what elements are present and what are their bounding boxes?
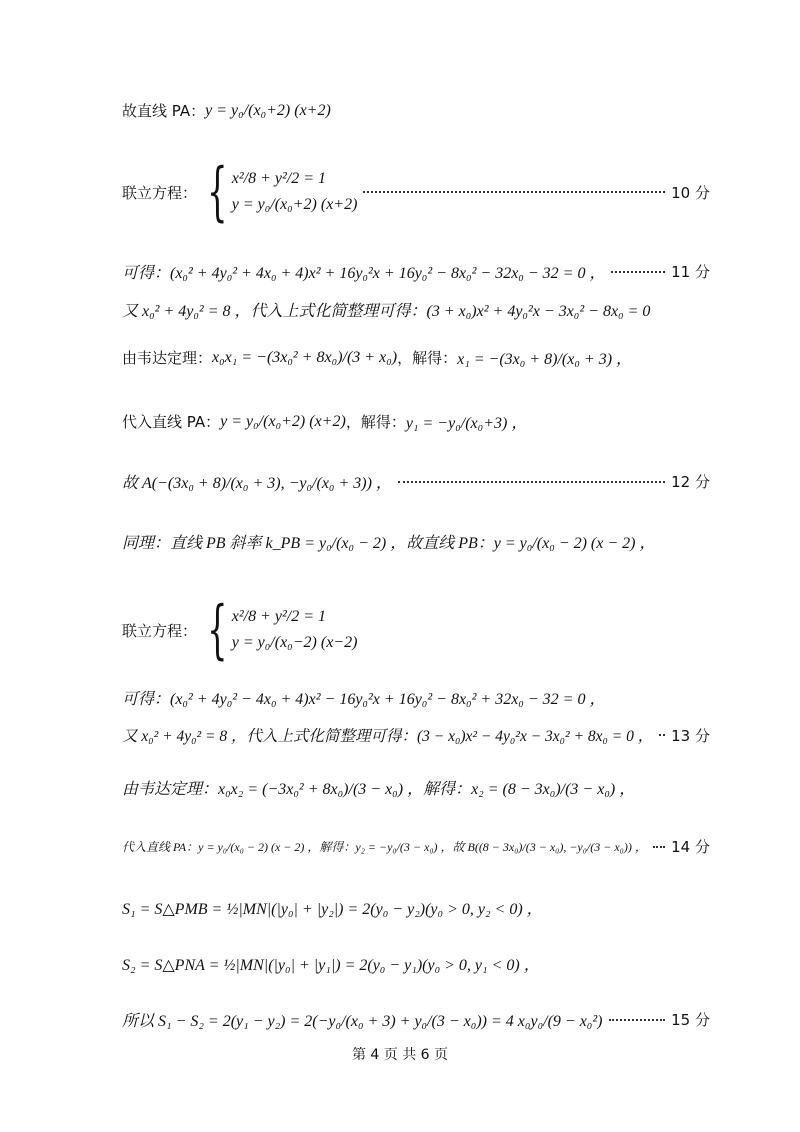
math-expression: 又 x₀² + 4y₀² = 8 ，代入上式化简整理可得：(3 − x₀)x² − 4y₀²x − 3x₀² + 8x₀ = 0 ， xyxy=(122,728,654,745)
line-label: 联立方程： xyxy=(122,621,198,640)
dot-leader xyxy=(363,191,665,193)
point-a xyxy=(122,470,710,493)
equation-system xyxy=(197,155,358,229)
dot-leader xyxy=(398,481,665,483)
dot-leader xyxy=(653,846,665,848)
line-label: 代入直线 PA： xyxy=(122,413,221,431)
line-pa-equation xyxy=(122,100,710,121)
math-expression: 又 x₀² + 4y₀² = 8 ，代入上式化简整理可得：(3 + x₀)x² + 4y₀²x − 3x₀² − 8x₀ = 0 xyxy=(122,303,651,320)
substitute-pa xyxy=(122,410,710,433)
area-s2 xyxy=(122,952,710,975)
math-expression: y = y₀/(x₀+2) (x+2) xyxy=(220,412,346,430)
math-expression: S₂ = S△PNA = ½|MN|(|y₀| + |y₁|) = 2(y₀ − y₁)(y₀ > 0, y₁ < 0) ， xyxy=(122,957,540,974)
math-expression: 故 A(−(3x₀ + 8)/(x₀ + 3), −y₀/(x₀ + 3)) ， xyxy=(122,475,392,492)
left-brace-icon: { xyxy=(207,155,228,229)
math-expression: 同理：直线 PB 斜率 k_PB = y₀/(x₀ − 2) ，故直线 PB：y = y₀/(x₀ − 2) (x − 2) ， xyxy=(122,535,656,552)
expanded-equation-a xyxy=(122,260,710,283)
line-pb-equation xyxy=(122,530,710,553)
connector-text: ，解得： xyxy=(345,413,406,431)
ellipse-equation: x²/8 + y²/2 = 1 xyxy=(231,170,327,187)
math-expression: 可得：(x₀² + 4y₀² + 4x₀ + 4)x² + 16y₀²x + 16y₀² − 8x₀² − 32x₀ − 32 = 0 ， xyxy=(122,265,606,282)
score-label: 15 分 xyxy=(671,1011,710,1029)
left-brace-icon: { xyxy=(207,593,228,667)
system-equations-a xyxy=(122,155,710,229)
score-label: 12 分 xyxy=(671,473,710,491)
ellipse-equation: x²/8 + y²/2 = 1 xyxy=(231,608,327,625)
simplified-equation-b xyxy=(122,724,710,746)
math-expression: 所以 S₁ − S₂ = 2(y₁ − y₂) = 2(−y₀/(x₀ + 3) + y₀/(3 − x₀)) = 4 x₀y₀/(9 − x₀²) xyxy=(122,1013,603,1030)
score-label: 13 分 xyxy=(671,726,710,745)
score-label: 14 分 xyxy=(671,838,710,856)
dot-leader xyxy=(611,271,665,273)
math-expression: S₁ = S△PMB = ½|MN|(|y₀| + |y₂|) = 2(y₀ − y₂)(y₀ > 0, y₂ < 0) ， xyxy=(122,901,543,918)
math-expression: x₀x₁ = −(3x₀² + 8x₀)/(3 + x₀) xyxy=(212,348,398,366)
dot-leader xyxy=(609,1019,666,1021)
line-equation: y = y₀/(x₀−2) (x−2) xyxy=(231,634,358,651)
system-equations-b xyxy=(122,593,710,667)
math-expression: 代入直线 PA：y = y₀/(x₀ − 2) (x − 2) ，解得：y₂ = −y₀/(3 − x₀) ，故 B((8 − 3x₀)/(3 − x₀), −y₀/(3 − x₀)) ， xyxy=(122,840,647,854)
line-label: 故直线 PA： xyxy=(122,102,206,120)
math-expression: 由韦达定理：x₀x₂ = (−3x₀² + 8x₀)/(3 − x₀) ，解得：x₂ = (8 − 3x₀)/(3 − x₀) ， xyxy=(122,781,636,798)
score-label: 11 分 xyxy=(671,263,710,281)
score-label: 10 分 xyxy=(671,183,710,202)
vieta-b xyxy=(122,776,710,799)
line-label: 联立方程： xyxy=(122,183,198,202)
line-equation: y = y₀/(x₀+2) (x+2) xyxy=(231,196,358,213)
math-expression: 可得：(x₀² + 4y₀² − 4x₀ + 4)x² − 16y₀²x + 16y₀² − 8x₀² + 32x₀ − 32 = 0 ， xyxy=(122,691,606,708)
equation-system xyxy=(197,593,358,667)
page-footer: 第 4 页 共 6 页 xyxy=(351,1047,449,1063)
area-s1 xyxy=(122,896,710,919)
connector-text: ，解得： xyxy=(397,349,458,367)
dot-leader xyxy=(659,734,665,736)
math-expression: y = y₀/(x₀+2) (x+2) xyxy=(205,101,331,119)
simplified-equation-a xyxy=(122,298,710,321)
vieta-a xyxy=(122,346,710,369)
expanded-equation-b xyxy=(122,686,710,709)
math-expression: y₁ = −y₀/(x₀+3) ， xyxy=(405,415,528,432)
area-difference xyxy=(122,1008,710,1031)
point-b xyxy=(122,836,710,857)
line-label: 由韦达定理： xyxy=(122,349,213,367)
math-expression: x₁ = −(3x₀ + 8)/(x₀ + 3) ， xyxy=(457,351,633,368)
